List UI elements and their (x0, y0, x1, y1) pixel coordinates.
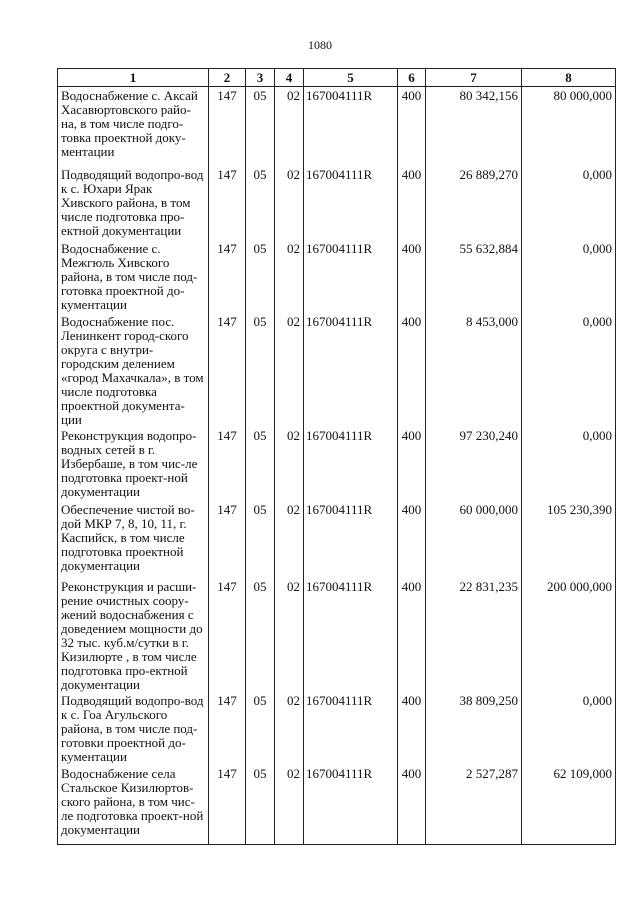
project-name-cell: Водоснабжение села Стальское Кизилюртов-ского района, в том чис-ле подготовка проект-ной документации (58, 765, 209, 845)
amount-cell: 26 889,270 (426, 166, 522, 240)
table-cell: 05 (246, 87, 275, 166)
amount-cell: 62 109,000 (522, 765, 616, 845)
table-cell: 05 (246, 501, 275, 578)
amount-cell: 8 453,000 (426, 313, 522, 427)
table-row (58, 692, 616, 765)
table-cell: 400 (398, 87, 426, 166)
column-header: 6 (398, 69, 426, 87)
amount-cell: 200 000,000 (522, 578, 616, 692)
table-cell: 147 (209, 240, 246, 313)
project-name-cell: Подводящий водопро-вод к с. Гоа Агульского района, в том числе под-готовки проектной до-кументации (58, 692, 209, 765)
budget-table (57, 68, 616, 845)
column-header: 2 (209, 69, 246, 87)
amount-cell: 105 230,390 (522, 501, 616, 578)
table-cell: 147 (209, 87, 246, 166)
amount-cell: 80 342,156 (426, 87, 522, 166)
amount-cell: 0,000 (522, 692, 616, 765)
column-header: 8 (522, 69, 616, 87)
table-cell: 02 (275, 427, 304, 501)
table-cell: 147 (209, 427, 246, 501)
amount-cell: 0,000 (522, 166, 616, 240)
project-name-cell: Водоснабжение с. Межгюль Хивского района, в том числе под-готовка проектной до-кументации (58, 240, 209, 313)
table-cell: 05 (246, 166, 275, 240)
project-name-cell: Обеспечение чистой во-дой МКР 7, 8, 10, 11, г. Каспийск, в том числе подготовка проектной документации (58, 501, 209, 578)
table-row (58, 578, 616, 692)
table-cell: 400 (398, 427, 426, 501)
table-row (58, 765, 616, 845)
table-cell: 05 (246, 692, 275, 765)
amount-cell: 97 230,240 (426, 427, 522, 501)
table-cell: 02 (275, 87, 304, 166)
amount-cell: 38 809,250 (426, 692, 522, 765)
table-cell: 147 (209, 313, 246, 427)
table-cell: 02 (275, 166, 304, 240)
table-cell: 400 (398, 692, 426, 765)
table-row (58, 427, 616, 501)
table-cell: 05 (246, 765, 275, 845)
amount-cell: 2 527,287 (426, 765, 522, 845)
table-cell: 147 (209, 765, 246, 845)
project-name-cell: Реконструкция водопро-водных сетей в г. Избербаше, в том чис-ле подготовка проект-ной документации (58, 427, 209, 501)
column-header: 4 (275, 69, 304, 87)
table-cell: 167004111R (304, 427, 398, 501)
page-number: 1080 (308, 38, 332, 52)
table-cell: 167004111R (304, 692, 398, 765)
column-header: 5 (304, 69, 398, 87)
table-cell: 167004111R (304, 166, 398, 240)
table-cell: 167004111R (304, 240, 398, 313)
table-cell: 400 (398, 240, 426, 313)
amount-cell: 55 632,884 (426, 240, 522, 313)
table-cell: 147 (209, 578, 246, 692)
project-name-cell: Водоснабжение пос. Ленинкент город-ского округа с внутри-городским делением «город Махачкала», в том числе подготовка проектной документа-ции (58, 313, 209, 427)
table-cell: 167004111R (304, 313, 398, 427)
table-cell: 147 (209, 166, 246, 240)
project-name-cell: Водоснабжение с. Аксай Хасавюртовского райо-на, в том числе подго-товка проектной доку-ментации (58, 87, 209, 166)
table-cell: 400 (398, 166, 426, 240)
table-cell: 02 (275, 313, 304, 427)
amount-cell: 0,000 (522, 313, 616, 427)
table-row (58, 240, 616, 313)
table-row (58, 87, 616, 166)
table-row (58, 313, 616, 427)
table-cell: 167004111R (304, 501, 398, 578)
table-row (58, 501, 616, 578)
amount-cell: 60 000,000 (426, 501, 522, 578)
table-cell: 02 (275, 578, 304, 692)
table-cell: 02 (275, 692, 304, 765)
table-cell: 167004111R (304, 87, 398, 166)
table-cell: 167004111R (304, 578, 398, 692)
amount-cell: 80 000,000 (522, 87, 616, 166)
table-cell: 400 (398, 313, 426, 427)
table-cell: 02 (275, 501, 304, 578)
project-name-cell: Реконструкция и расши-рение очистных соору-жений водоснабжения с доведением мощности до 32 тыс. куб.м/сутки в г. Кизилюрте , в том числе подготовка про-ектной документации (58, 578, 209, 692)
amount-cell: 0,000 (522, 427, 616, 501)
column-header: 7 (426, 69, 522, 87)
table-cell: 05 (246, 313, 275, 427)
table-row (58, 166, 616, 240)
column-header: 1 (58, 69, 209, 87)
table-cell: 147 (209, 501, 246, 578)
table-cell: 167004111R (304, 765, 398, 845)
column-header: 3 (246, 69, 275, 87)
table-cell: 400 (398, 578, 426, 692)
amount-cell: 0,000 (522, 240, 616, 313)
project-name-cell: Подводящий водопро-вод к с. Юхари Ярак Хивского района, в том числе подготовка про-ектной документации (58, 166, 209, 240)
table-cell: 400 (398, 501, 426, 578)
table-cell: 147 (209, 692, 246, 765)
table-cell: 05 (246, 578, 275, 692)
table-cell: 400 (398, 765, 426, 845)
table-cell: 05 (246, 427, 275, 501)
table-cell: 02 (275, 240, 304, 313)
header-row (58, 69, 616, 87)
table-cell: 02 (275, 765, 304, 845)
table-cell: 05 (246, 240, 275, 313)
amount-cell: 22 831,235 (426, 578, 522, 692)
